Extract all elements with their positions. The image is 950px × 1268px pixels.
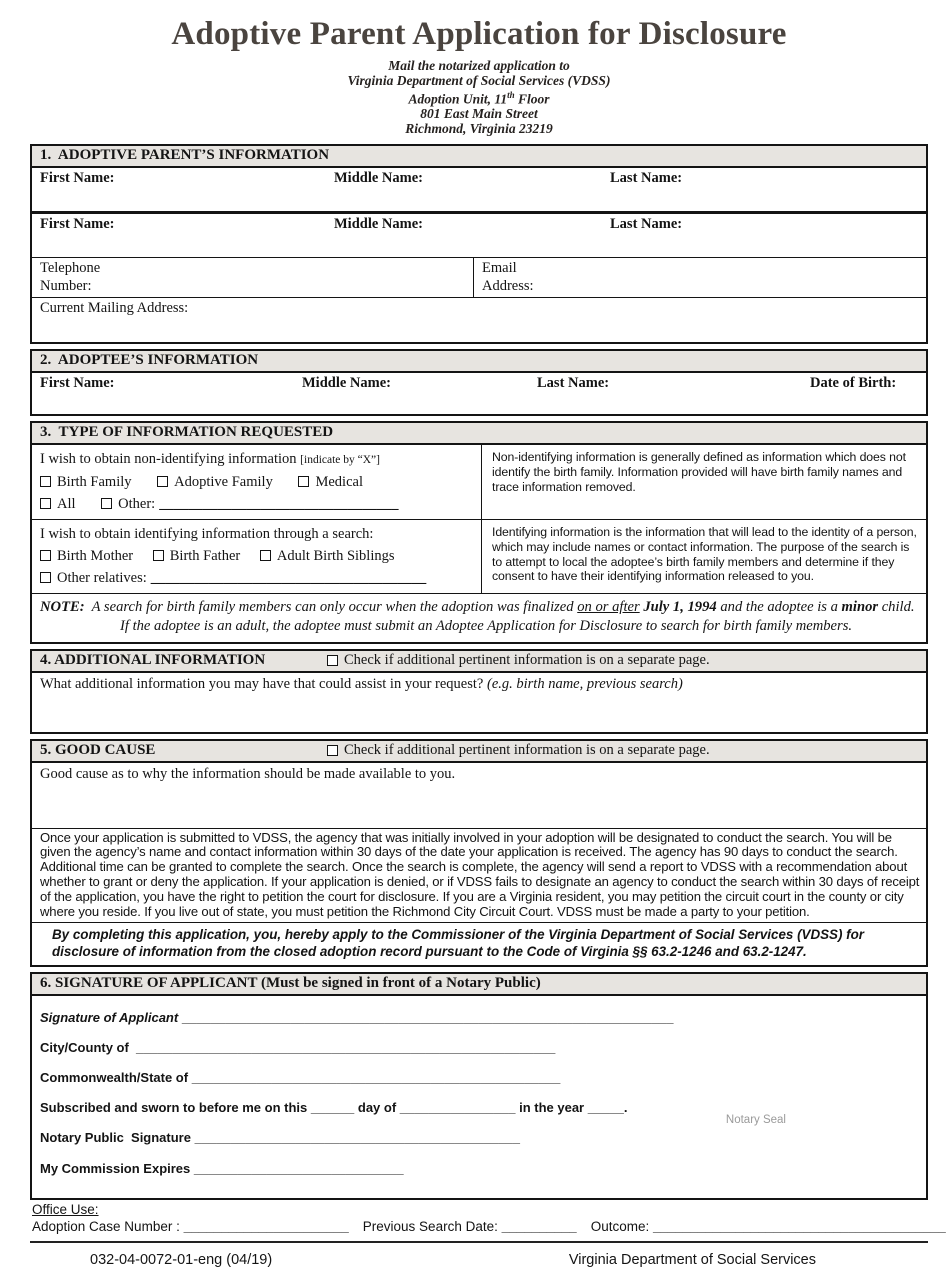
separate-page-label: Check if additional pertinent information is on a separate page. xyxy=(344,651,710,668)
commission-expires-input-line[interactable]: _____________________________ xyxy=(193,1161,404,1177)
birth-father-label: Birth Father xyxy=(169,548,241,565)
process-paragraph: Once your application is submitted to VDSS, the agency that was initially involved in your adoption will be designated to conduct the search. You will be given the agency’s name and contact information within 30 days of the date your application is received. The agency has 90 days to conduct the search. Additional time can be granted to complete the search. Once the search is complete, the agency will send a report to VDSS with a recommendation about whether to grant or deny the application. If your application is denied, or if VDSS fails to designate an agency to conduct the search within 30 days of receipt of the application, you have the right to petition the court for disclosure. If you are a Virginia resident, you may petition the circuit court in the county or city where you reside. If you live out of state, you must petition the Richmond City Circuit Court. VDSS must be made a party to your petition. xyxy=(32,828,926,923)
adoptive-family-checkbox[interactable] xyxy=(157,476,168,487)
mailing-line-2: Virginia Department of Social Services (VDSS) xyxy=(347,72,611,88)
option-medical xyxy=(298,474,363,490)
option-all xyxy=(40,496,76,512)
section-4-heading: 4. ADDITIONAL INFORMATION xyxy=(40,651,266,668)
other-relatives-label: Other relatives: xyxy=(57,570,147,587)
additional-information-field[interactable] xyxy=(32,673,926,732)
indicate-by-x-note: [indicate by “X”] xyxy=(300,454,380,467)
middle-name-label: Middle Name: xyxy=(334,170,423,187)
section-3-heading: 3. TYPE OF INFORMATION REQUESTED xyxy=(32,423,926,445)
previous-search-date-label: Previous Search Date: xyxy=(362,1219,502,1235)
section-good-cause xyxy=(30,739,928,968)
city-county-label: City/County of xyxy=(40,1040,137,1056)
non-identifying-prompt: I wish to obtain non-identifying information [indicate by “X”] xyxy=(40,451,380,468)
notary-signature-input-line[interactable]: _____________________________________________ xyxy=(194,1130,520,1146)
other-relatives-checkbox[interactable] xyxy=(40,572,51,583)
section-adoptee xyxy=(30,349,928,416)
identifying-options xyxy=(32,520,482,593)
medical-checkbox[interactable] xyxy=(298,476,309,487)
middle-name-label: Middle Name: xyxy=(334,216,423,233)
city-county-line xyxy=(40,1040,918,1055)
section-additional-information xyxy=(30,649,928,734)
telephone-label-line2: Number: xyxy=(40,278,92,295)
parent1-name-row[interactable] xyxy=(32,168,926,214)
adult-birth-siblings-checkbox[interactable] xyxy=(260,550,271,561)
section-information-type xyxy=(30,421,928,643)
mailing-line-1: Mail the notarized application to xyxy=(388,58,570,73)
last-name-label: Last Name: xyxy=(610,216,683,233)
non-identifying-explanation: Non-identifying information is generally defined as information which does not identify the birth family. Information provided will have birth family names and trace information removed. xyxy=(492,450,906,494)
last-name-label: Last Name: xyxy=(537,375,610,392)
option-adoptive-family xyxy=(157,474,273,490)
good-cause-prompt: Good cause as to why the information should be made available to you. xyxy=(40,765,456,782)
section-5-heading: 5. GOOD CAUSE xyxy=(40,741,156,758)
birth-father-checkbox[interactable] xyxy=(153,550,164,561)
form-number: 032-04-0072-01-eng (04/19) xyxy=(90,1252,273,1268)
mailing-address-block xyxy=(30,59,928,136)
note-paragraph: NOTE: A search for birth family members can only occur when the adoption was finalized on or after July 1, 1994 and the adoptee is a minor child. If the adoptee is an adult, the adoptee must submit an Adoptee Application for Disclosure to search for birth family members. xyxy=(40,599,915,635)
adoption-case-number-input-line[interactable]: ______________________ xyxy=(183,1219,349,1235)
notary-seal-placeholder: Notary Seal xyxy=(725,1114,786,1127)
phone-email-row xyxy=(32,258,926,298)
non-identifying-options xyxy=(32,445,482,519)
good-cause-separate-page-checkbox[interactable] xyxy=(327,745,338,756)
agency-name: Virginia Department of Social Services xyxy=(568,1252,816,1268)
applicant-signature-input-line[interactable]: ____________________________________________________________________ xyxy=(181,1010,674,1026)
option-birth-family xyxy=(40,474,132,490)
email-label-line2: Address: xyxy=(482,278,534,295)
page-footer xyxy=(30,1252,928,1268)
date-of-birth-label: Date of Birth: xyxy=(810,375,897,392)
other-checkbox[interactable] xyxy=(101,498,112,509)
first-name-label: First Name: xyxy=(40,216,115,233)
good-cause-field[interactable] xyxy=(32,763,926,828)
july-1-1994-bold: July 1, 1994 xyxy=(643,599,717,616)
non-identifying-row xyxy=(32,445,926,520)
birth-mother-checkbox[interactable] xyxy=(40,550,51,561)
birth-family-label: Birth Family xyxy=(57,474,132,491)
sworn-date-line: Subscribed and sworn to before me on this ______ day of ________________ in the year _____. xyxy=(40,1100,628,1116)
section-4-heading-row xyxy=(32,651,926,673)
all-checkbox[interactable] xyxy=(40,498,51,509)
option-other xyxy=(101,496,155,512)
outcome-label: Outcome: xyxy=(590,1219,653,1235)
other-relatives-input-line[interactable]: ______________________________________ xyxy=(150,570,427,587)
section-adoptive-parent xyxy=(30,144,928,344)
medical-label: Medical xyxy=(315,474,363,491)
adoption-case-number-label: Adoption Case Number : xyxy=(32,1219,184,1235)
additional-information-examples: (e.g. birth name, previous search) xyxy=(486,675,683,692)
other-label: Other: xyxy=(118,496,156,513)
minor-bold: minor xyxy=(841,599,879,616)
office-use-label: Office Use: xyxy=(32,1202,99,1218)
mailing-line-5: Richmond, Virginia 23219 xyxy=(405,120,553,136)
note-label: NOTE: xyxy=(40,599,85,616)
mailing-address-label: Current Mailing Address: xyxy=(40,300,189,317)
mailing-line-4: 801 East Main Street xyxy=(420,106,538,122)
section-5-heading-row xyxy=(32,741,926,763)
email-field[interactable] xyxy=(474,258,926,297)
commonwealth-state-label: Commonwealth/State of xyxy=(40,1070,192,1086)
option-birth-mother xyxy=(40,548,133,564)
identifying-explanation: Identifying information is the information that will lead to the identity of a person, which may include names or contact information. The purpose of the search is to attempt to local the adoptee’s birth family members and determine if they consent to have their identifying information released to you. xyxy=(492,525,917,584)
commissioner-statement: By completing this application, you, hereby apply to the Commissioner of the Virginia Department of Social Services (VDSS) for disclosure of information from the closed adoption record pursuant to the Code of Virginia §§ 63.2-1246 and 63.2-1247. xyxy=(32,922,926,965)
sworn-year-input-line[interactable]: _____ xyxy=(587,1100,624,1116)
option-other-relatives xyxy=(40,570,147,586)
birth-mother-label: Birth Mother xyxy=(57,548,134,565)
on-or-after-underlined: on or after xyxy=(577,599,640,616)
sworn-month-input-line[interactable]: ________________ xyxy=(399,1100,516,1116)
commission-expires-label: My Commission Expires xyxy=(40,1161,194,1177)
telephone-label-line1: Telephone xyxy=(40,260,101,277)
city-county-input-line[interactable]: __________________________________________________________ xyxy=(136,1040,556,1056)
option-adult-birth-siblings xyxy=(260,548,395,564)
commission-expires-line xyxy=(40,1161,918,1176)
signature-body xyxy=(32,996,926,1198)
mailing-address-field[interactable] xyxy=(32,298,926,342)
parent2-name-row[interactable] xyxy=(32,214,926,258)
separate-page-label: Check if additional pertinent information is on a separate page. xyxy=(344,741,710,758)
outcome-input-line[interactable]: _______________________________________ xyxy=(652,1219,946,1235)
section-6-heading: 6. SIGNATURE OF APPLICANT (Must be signed in front of a Notary Public) xyxy=(32,974,926,996)
office-use-row xyxy=(32,1219,946,1235)
email-label-line1: Email xyxy=(482,260,517,277)
other-input-line[interactable]: _________________________________ xyxy=(159,496,399,513)
sworn-day-input-line[interactable]: ______ xyxy=(310,1100,355,1116)
applicant-signature-line xyxy=(40,1010,918,1025)
notary-public-signature-label: Notary Public Signature xyxy=(40,1130,195,1146)
additional-info-separate-page-checkbox[interactable] xyxy=(327,655,338,666)
page-title: Adoptive Parent Application for Disclosure xyxy=(171,16,787,52)
notary-signature-line xyxy=(40,1130,918,1145)
first-name-label: First Name: xyxy=(40,170,115,187)
identifying-prompt: I wish to obtain identifying information through a search: xyxy=(40,526,374,543)
section-signature xyxy=(30,972,928,1200)
adult-birth-siblings-label: Adult Birth Siblings xyxy=(276,548,395,565)
option-birth-father xyxy=(153,548,240,564)
mailing-line-3: Adoption Unit, 11th Floor xyxy=(408,90,550,107)
all-label: All xyxy=(57,496,76,513)
adoptee-name-row[interactable] xyxy=(32,373,926,414)
telephone-field[interactable] xyxy=(32,258,474,297)
birth-family-checkbox[interactable] xyxy=(40,476,51,487)
last-name-label: Last Name: xyxy=(610,170,683,187)
section-1-heading: 1. ADOPTIVE PARENT’S INFORMATION xyxy=(32,146,926,168)
commonwealth-state-line xyxy=(40,1070,918,1085)
identifying-row xyxy=(32,520,926,594)
middle-name-label: Middle Name: xyxy=(302,375,391,392)
commonwealth-state-input-line[interactable]: ___________________________________________________ xyxy=(191,1070,561,1086)
adoptive-family-label: Adoptive Family xyxy=(174,474,273,491)
additional-information-prompt: What additional information you may have that could assist in your request? xyxy=(40,675,487,692)
previous-search-date-input-line[interactable]: __________ xyxy=(501,1219,577,1235)
section-2-heading: 2. ADOPTEE’S INFORMATION xyxy=(32,351,926,373)
footer-divider xyxy=(30,1241,928,1243)
signature-of-applicant-label: Signature of Applicant xyxy=(40,1010,182,1026)
first-name-label: First Name: xyxy=(40,375,115,392)
